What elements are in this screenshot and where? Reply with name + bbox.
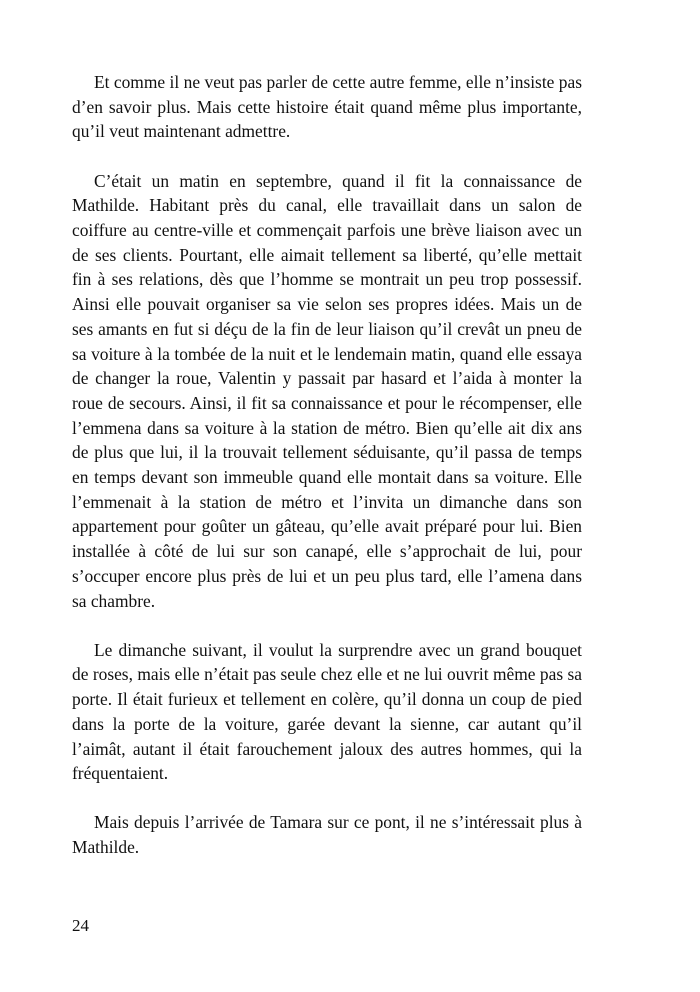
paragraph-2: C’était un matin en septembre, quand il fit la connaissance de Mathilde. Habitant près du canal, elle travaillait dans un salon de coiffure au centre-ville et commençait parfois une brève liaison avec un de ses clients. Pourtant, elle aimait tellement sa liberté, qu’elle mettait fin à ses relations, dès que l’homme se montrait un peu trop possessif. Ainsi elle pouvait organiser sa vie selon ses propres idées. Mais un de ses amants en fut si déçu de la fin de leur liaison qu’il crevât un pneu de sa voiture à la tombée de la nuit et le lendemain matin, quand elle essaya de changer la roue, Valentin y passait par hasard et l’aida à monter la roue de secours. Ainsi, il fit sa connaissance et pour le récompenser, elle l’emmena dans sa voiture à la station de métro. Bien qu’elle ait dix ans de plus que lui, il la trouvait tellement séduisante, qu’il passa de temps en temps devant son immeuble quand elle montait dans sa voiture. Elle l’emmenait à la station de métro et l’invita un dimanche dans son appartement pour goûter un gâteau, qu’elle avait préparé pour lui. Bien installée à côté de lui sur son canapé, elle s’approchait de lui, pour s’occuper encore plus près de lui et un peu plus tard, elle l’amena dans sa chambre. [72,170,582,611]
page-body [72,70,582,860]
page-number: 24 [72,916,89,935]
paragraph-1: Et comme il ne veut pas parler de cette autre femme, elle n’insiste pas d’en savoir plus. Mais cette histoire était quand même plus importante, qu’il veut maintenant admettre. [72,72,582,142]
paragraph-3: Le dimanche suivant, il voulut la surprendre avec un grand bouquet de roses, mais elle n’était pas seule chez elle et ne lui ouvrit même pas sa porte. Il était furieux et tellement en colère, qu’il donna un coup de pied dans la porte de la voiture, garée devant la sienne, car autant qu’il l’aimât, autant il était farouchement jaloux des autres hommes, qui la fréquentaient. [72,639,582,784]
paragraph-4: Mais depuis l’arrivée de Tamara sur ce pont, il ne s’intéressait plus à Mathilde. [72,812,582,858]
